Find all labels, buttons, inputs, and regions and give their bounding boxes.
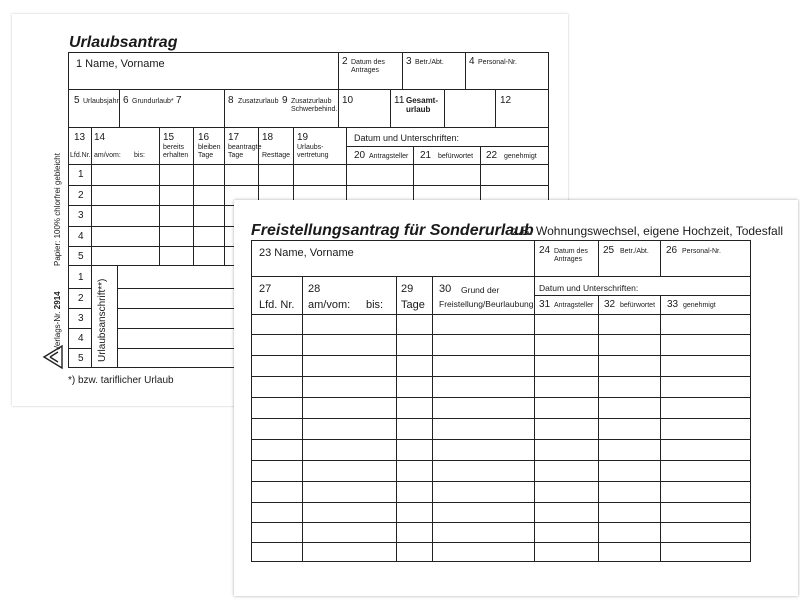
- field-11-num: 11: [394, 95, 405, 106]
- col-22-num: 22: [486, 150, 498, 161]
- field-extra-leave[interactable]: Zusatzurlaub: [238, 98, 279, 105]
- field-date-label-1: Datum des: [351, 59, 385, 66]
- col-remaining-2: Tage: [198, 152, 214, 159]
- field-26-num: 26: [666, 245, 678, 256]
- col-row-no-label: Lfd. Nr.: [259, 299, 295, 311]
- field-12-num: 12: [500, 95, 512, 106]
- publisher-number-value: 2914: [53, 291, 62, 310]
- field-dept[interactable]: Betr./Abt.: [415, 59, 444, 66]
- col-28-num: 28: [308, 283, 321, 295]
- row-number: 5: [78, 251, 84, 262]
- col-to-label: bis:: [134, 152, 145, 159]
- col-19-num: 19: [297, 132, 309, 143]
- field-total-leave-1[interactable]: Gesamt-: [406, 96, 439, 105]
- field-disabled-leave-1[interactable]: Zusatzurlaub: [291, 98, 332, 105]
- col-substitute-1: Urlaubs-: [297, 144, 324, 151]
- form-title: Urlaubsantrag: [69, 34, 178, 51]
- col-27-num: 27: [259, 283, 272, 295]
- field-name[interactable]: 1 Name, Vorname: [76, 58, 165, 70]
- table-row[interactable]: [251, 542, 751, 543]
- table-row[interactable]: [251, 502, 751, 503]
- col-rest-days: Resttage: [262, 152, 291, 159]
- col-requested-1: beantragte: [228, 144, 262, 151]
- col-32-num: 32: [604, 299, 616, 310]
- col-approved: genehmigt: [504, 153, 537, 160]
- publisher-number-label: Verlags-Nr.: [53, 309, 62, 351]
- col-30-num: 30: [439, 283, 452, 295]
- address-row-number: 5: [78, 353, 84, 364]
- col-20-num: 20: [354, 150, 366, 161]
- address-row-number: 2: [78, 293, 84, 304]
- col-15-num: 15: [163, 132, 175, 143]
- field-5-num: 5: [74, 95, 80, 106]
- table-row[interactable]: [251, 355, 751, 356]
- vacation-address-label: Urlaubsanschrift**): [97, 278, 108, 362]
- field-personnel-no[interactable]: Personal-Nr.: [478, 59, 517, 66]
- field-dept[interactable]: Betr./Abt.: [620, 248, 649, 255]
- col-13-num: 13: [74, 132, 86, 143]
- table-row[interactable]: [251, 376, 751, 377]
- field-8-num: 8: [228, 95, 234, 106]
- col-endorsed: befürwortet: [620, 302, 656, 309]
- table-row[interactable]: [251, 481, 751, 482]
- field-base-leave[interactable]: Grundurlaub*: [132, 98, 174, 105]
- signatures-header: Datum und Unterschriften:: [354, 133, 460, 143]
- address-row-number: 4: [78, 333, 84, 344]
- field-24-num: 24: [539, 245, 551, 256]
- row-number: 4: [78, 231, 84, 242]
- col-to-label: bis:: [366, 299, 384, 311]
- col-reason-2: Freistellung/Beurlaubung: [439, 299, 534, 309]
- field-10-num: 10: [342, 95, 354, 106]
- col-reason-1: Grund der: [461, 285, 500, 295]
- publisher-number: [54, 291, 62, 351]
- col-17-num: 17: [228, 132, 240, 143]
- field-3-num: 3: [406, 56, 412, 67]
- field-name[interactable]: 23 Name, Vorname: [259, 247, 354, 259]
- field-date-label-2: Antrages: [351, 67, 380, 74]
- col-16-num: 16: [198, 132, 210, 143]
- footnote: *) bzw. tariflicher Urlaub: [68, 375, 174, 386]
- col-applicant: Antragsteller: [369, 153, 409, 160]
- field-personnel-no[interactable]: Personal-Nr.: [682, 248, 721, 255]
- publisher-logo-icon: [42, 344, 64, 370]
- col-substitute-2: vertretung: [297, 152, 329, 159]
- field-vacation-year[interactable]: Urlaubsjahr: [83, 98, 119, 105]
- col-21-num: 21: [420, 150, 432, 161]
- field-7-num: 7: [176, 95, 182, 106]
- col-already-1: bereits: [163, 144, 185, 151]
- field-disabled-leave-2: Schwerbehind.: [291, 106, 338, 113]
- col-from-label: am/vom:: [94, 152, 121, 159]
- table-row[interactable]: [251, 418, 751, 419]
- field-total-leave-2: urlaub: [406, 105, 431, 114]
- col-endorsed: befürwortet: [438, 153, 474, 160]
- col-14-num: 14: [94, 132, 106, 143]
- col-already-2: erhalten: [163, 152, 189, 159]
- col-31-num: 31: [539, 299, 551, 310]
- table-row[interactable]: [251, 334, 751, 335]
- field-4-num: 4: [469, 56, 475, 67]
- field-date-label-1[interactable]: Datum des: [554, 248, 588, 255]
- address-row-number: 1: [78, 272, 84, 283]
- field-25-num: 25: [603, 245, 615, 256]
- col-from-label: am/vom:: [308, 299, 351, 311]
- col-row-no-label: Lfd.Nr.: [70, 152, 91, 159]
- form-title: Freistellungsantrag für Sonderurlaub: [251, 222, 534, 239]
- row-number: 3: [78, 210, 84, 221]
- signatures-header: Datum und Unterschriften:: [539, 283, 639, 293]
- field-6-num: 6: [123, 95, 129, 106]
- table-row[interactable]: [251, 522, 751, 523]
- table-row[interactable]: [251, 460, 751, 461]
- col-days-label: Tage: [401, 299, 425, 311]
- special-leave-form: [234, 200, 798, 596]
- row-number: 1: [78, 169, 84, 180]
- field-2-num: 2: [342, 56, 348, 67]
- paper-note: Papier: 100% chlorfrei gebleicht: [53, 153, 62, 266]
- table-row[interactable]: [251, 439, 751, 440]
- field-date-label-2: Antrages: [554, 256, 583, 263]
- col-33-num: 33: [667, 299, 679, 310]
- form-frame: [251, 240, 751, 562]
- address-row-number: 3: [78, 313, 84, 324]
- field-9-num: 9: [282, 95, 288, 106]
- col-18-num: 18: [262, 132, 274, 143]
- row-number: 2: [78, 190, 84, 201]
- table-row[interactable]: [251, 397, 751, 398]
- form-subtitle: z.B. Wohnungswechsel, eigene Hochzeit, Todesfall: [512, 224, 784, 238]
- col-approved: genehmigt: [683, 302, 716, 309]
- col-remaining-1: bleiben: [198, 144, 221, 151]
- col-29-num: 29: [401, 283, 414, 295]
- col-requested-2: Tage: [228, 152, 244, 159]
- col-applicant: Antragsteller: [554, 302, 594, 309]
